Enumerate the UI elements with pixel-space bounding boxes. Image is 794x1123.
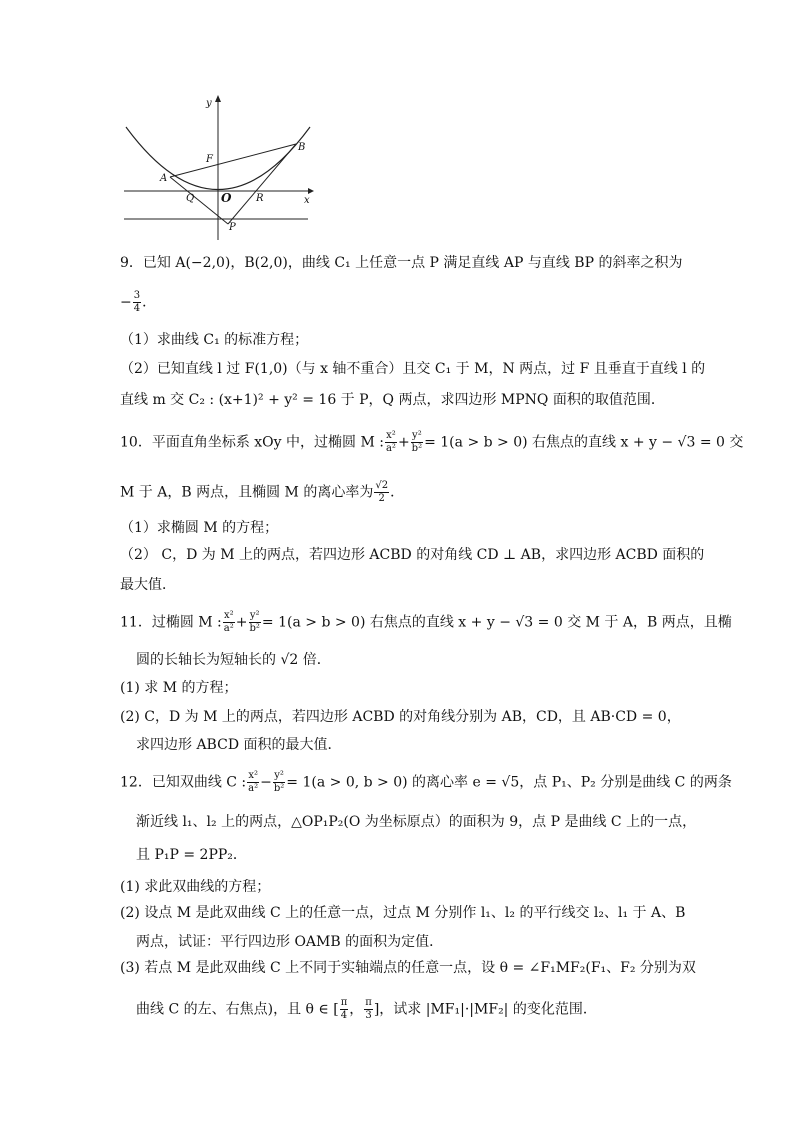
- q10-part2a: （2） C，D 为 M 上的两点，若四边形 ACBD 的对角线 CD ⊥ AB，求四边形 ACBD 面积的: [120, 547, 705, 563]
- q10-part2b: 最大值．: [120, 577, 176, 593]
- q11-line1: 11．过椭圆 M : $\frac{\text{x²}}{\text{a²}}$ + $\frac{\text{y²}}{\text{b²}}$ = 1(a > b > 0) 右焦点的直线 x + y − √3 = 0 交 M 于 A，B 两点，且椭: [120, 610, 732, 634]
- q12-line1: 12．已知双曲线 C : $\frac{\text{x²}}{\text{a²}}$ − $\frac{\text{y²}}{\text{b²}}$ = 1(a > 0, b > 0) 的离心率 e = √5，点 P₁、P₂ 分别是曲线 C 的两条: [120, 770, 732, 794]
- q10-line1: 10．平面直角坐标系 xOy 中，过椭圆 M : $\frac{\text{x²}}{\text{a²}}$ + $\frac{\text{y²}}{\text{b²}}$ = 1(a > b > 0) 右焦点的直线 x + y − √3 = 0 交: [120, 430, 744, 454]
- label-a: A: [160, 173, 168, 184]
- q11-line2: 圆的长轴长为短轴长的 √2 倍．: [136, 652, 331, 668]
- q9-frac-den: 4: [133, 303, 141, 314]
- q12-line2: 渐近线 l₁、l₂ 上的两点，△OP₁P₂(O 为坐标原点）的面积为 9，点 P 是曲线 C 上的一点，: [136, 814, 697, 830]
- y-axis-arrow: [215, 95, 221, 102]
- q12-frac-y: $\frac{\text{y²}}{\text{b²}}$: [273, 770, 285, 794]
- q11-frac-x: $\frac{\text{x²}}{\text{a²}}$: [223, 610, 234, 634]
- q12-part3a: (3) 若点 M 是此双曲线 C 上不同于实轴端点的任意一点，设 θ = ∠F₁MF₂(F₁、F₂ 分别为双: [120, 960, 696, 976]
- q12-part2b: 两点，试证：平行四边形 OAMB 的面积为定值．: [136, 934, 444, 950]
- q9-period: ．: [142, 294, 157, 311]
- x-axis-arrow: [308, 188, 314, 194]
- q12-part2a: (2) 设点 M 是此双曲线 C 上的任意一点，过点 M 分别作 l₁、l₂ 的平行线交 l₂、l₁ 于 A、B: [120, 905, 686, 921]
- label-y: y: [206, 98, 212, 109]
- q9-minus: −: [120, 294, 132, 311]
- label-p: P: [229, 222, 236, 233]
- q9-part1: （1）求曲线 C₁ 的标准方程；: [120, 332, 309, 348]
- q11-part2b: 求四边形 ABCD 面积的最大值．: [136, 737, 342, 753]
- q10-line2: M 于 A，B 两点，且椭圆 M 的离心率为 $\frac{√2}{2}$ ．: [120, 480, 405, 504]
- q10-ecc-fraction: $\frac{√2}{2}$: [375, 480, 389, 504]
- q9-line2: [120, 290, 156, 315]
- chord-ab: [170, 144, 296, 177]
- parabola-figure: [118, 92, 318, 242]
- q12-frac-x: $\frac{\text{x²}}{\text{a²}}$: [248, 770, 259, 794]
- q10-l1b: = 1(a > b > 0) 右焦点的直线 x + y − √3 = 0 交: [424, 434, 744, 451]
- label-r: R: [256, 193, 264, 204]
- tangent-b: [228, 144, 296, 224]
- q12-l1b: = 1(a > 0, b > 0) 的离心率 e = √5，点 P₁、P₂ 分别是曲线 C 的两条: [286, 774, 732, 791]
- q10-part1: （1）求椭圆 M 的方程；: [120, 520, 279, 536]
- q9-part2b: 直线 m 交 C₂ : (x+1)² + y² = 16 于 P，Q 两点，求四边形 MPNQ 面积的取值范围．: [120, 392, 665, 408]
- q12-frac-pi4: $\frac{\pi}{4}$: [340, 997, 348, 1021]
- q9-part2a: （2）已知直线 l 过 F(1,0)（与 x 轴不重合）且交 C₁ 于 M，N 两点，过 F 且垂直于直线 l 的: [120, 361, 706, 377]
- q12-line3: 且 P₁P = 2PP₂．: [136, 847, 247, 863]
- q11-part2a: (2) C，D 为 M 上的两点，若四边形 ACBD 的对角线分别为 AB，CD，且 AB·CD = 0，: [120, 709, 681, 725]
- q11-l1a: 11．过椭圆 M :: [120, 614, 222, 631]
- label-b: B: [298, 142, 306, 153]
- label-o: O: [221, 191, 232, 205]
- q10-l1a: 10．平面直角坐标系 xOy 中，过椭圆 M :: [120, 434, 384, 451]
- q9-frac-num: 3: [133, 290, 141, 301]
- q12-frac-pi3: $\frac{\pi}{3}$: [365, 997, 372, 1021]
- q10-frac-x: $\frac{\text{x²}}{\text{a²}}$: [385, 430, 396, 454]
- q12-l1a: 12．已知双曲线 C :: [120, 774, 247, 791]
- q10-frac-y: $\frac{\text{y²}}{\text{b²}}$: [411, 430, 423, 454]
- q11-part1: (1) 求 M 的方程；: [120, 680, 238, 696]
- q9-line1: 9．已知 A(−2,0)，B(2,0)，曲线 C₁ 上任意一点 P 满足直线 AP 与直线 BP 的斜率之积为: [120, 255, 683, 271]
- q12-part1: (1) 求此双曲线的方程；: [120, 879, 271, 895]
- q12-part3b: 曲线 C 的左、右焦点)，且 θ ∈ [ $\frac{\pi}{4}$ ， $\frac{\pi}{3}$ ]，试求 |MF₁|·|MF₂| 的变化范围．: [136, 997, 597, 1021]
- q9-fraction: [133, 290, 141, 315]
- label-x: x: [304, 195, 310, 206]
- label-q: Q: [186, 193, 195, 204]
- q11-frac-y: $\frac{\text{y²}}{\text{b²}}$: [249, 610, 260, 634]
- tangent-a: [170, 177, 228, 224]
- q11-l1b: = 1(a > b > 0) 右焦点的直线 x + y − √3 = 0 交 M 于 A，B 两点，且椭: [261, 614, 732, 631]
- q10-l2a: M 于 A，B 两点，且椭圆 M 的离心率为: [120, 484, 374, 501]
- label-f: F: [206, 154, 213, 165]
